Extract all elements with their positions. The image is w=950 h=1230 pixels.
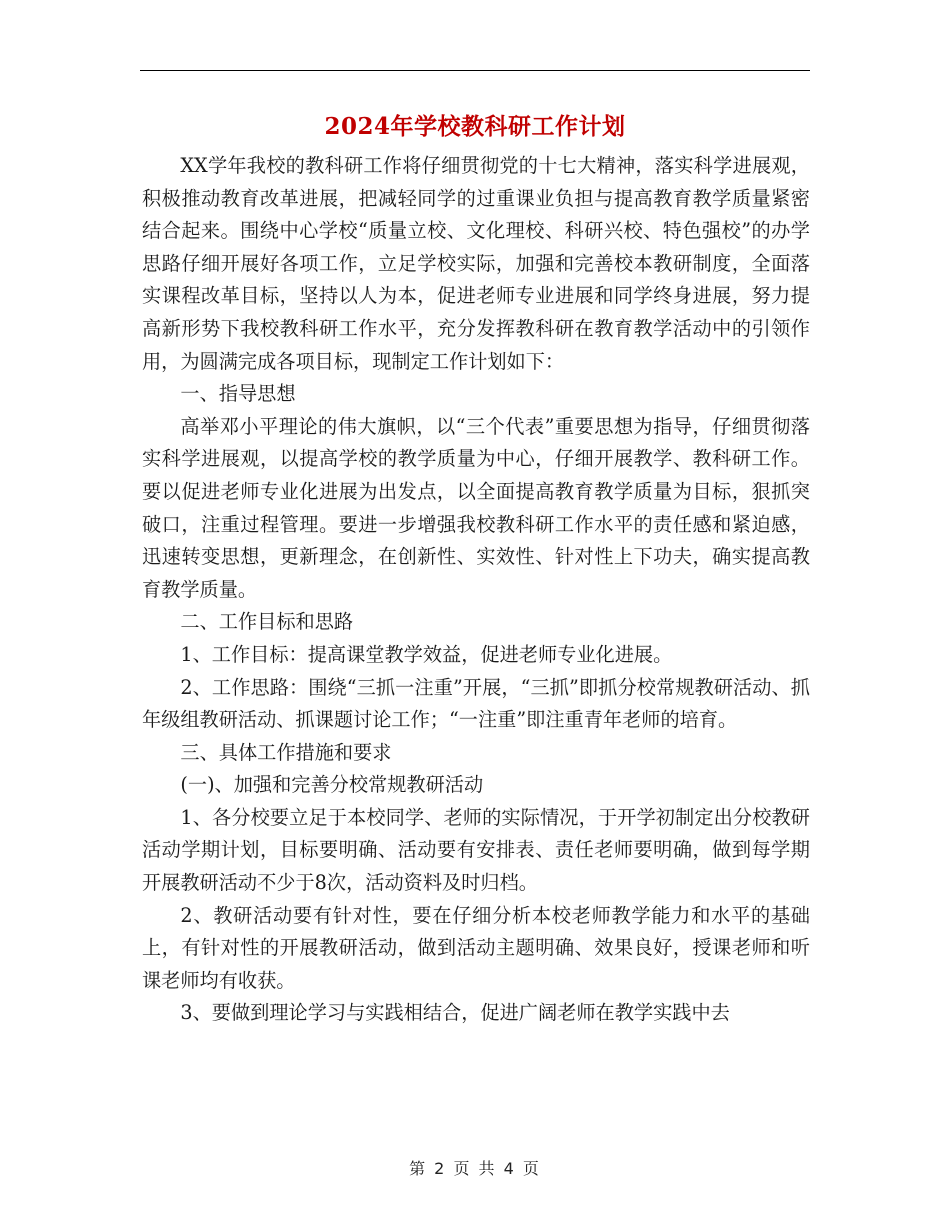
section-heading-measures: 三、具体工作措施和要求 [180,740,392,764]
subsection-heading-1: (一)、加强和完善分校常规教研活动 [180,773,484,797]
paragraph-goal-1: 1、工作目标：提高课堂教学效益，促进老师专业化进展。 [180,642,673,666]
section-heading-goals: 二、工作目标和思路 [180,610,354,634]
page-footer: 第 2 页 共 4 页 [409,1159,541,1178]
paragraph-intro: XX学年我校的教科研工作将仔细贯彻党的十七大精神，落实科学进展观，积极推动教育改革进展，把减轻同学的过重课业负担与提高教育教学质量紧密结合起来。围绕中心学校“质量立校、文化理校、科研兴校、特色强校”的办学思路仔细开展好各项工作，立足学校实际，加强和完善校本教研制度，全面落实课程改革目标，坚持以人为本，促进老师专业进展和同学终身进展，努力提高新形势下我校教科研工作水平，充分发挥教科研在教育教学活动中的引领作用，为圆满完成各项目标，现制定工作计划如下： [142,154,810,373]
paragraph-goal-2: 2、工作思路：围绕“三抓一注重”开展，“三抓”即抓分校常规教研活动、抓年级组教研活动、抓课题讨论工作；“一注重”即注重青年老师的培育。 [142,675,810,732]
header-rule [140,70,810,71]
section-heading-guiding-ideology: 一、指导思想 [180,382,296,406]
paragraph-measure-3: 3、要做到理论学习与实践相结合，促进广阔老师在教学实践中去 [180,1001,730,1025]
paragraph-measure-1: 1、各分校要立足于本校同学、老师的实际情况，于开学初制定出分校教研活动学期计划，目标要明确、活动要有安排表、责任老师要明确，做到每学期开展教研活动不少于8次，活动资料及时归档。 [142,805,810,895]
paragraph-measure-2: 2、教研活动要有针对性，要在仔细分析本校老师教学能力和水平的基础上，有针对性的开展教研活动，做到活动主题明确、效果良好，授课老师和听课老师均有收获。 [142,903,810,992]
document-body [142,150,810,1030]
paragraph-guiding-ideology: 高举邓小平理论的伟大旗帜，以“三个代表”重要思想为指导，仔细贯彻落实科学进展观，以提高学校的教学质量为中心，仔细开展教学、教科研工作。要以促进老师专业化进展为出发点，以全面提高教育教学质量为目标，狠抓突破口，注重过程管理。要进一步增强我校教科研工作水平的责任感和紧迫感，迅速转变思想，更新理念，在创新性、实效性、针对性上下功夫，确实提高教育教学质量。 [142,414,810,601]
document-title: 2024年学校教科研工作计划 [324,113,626,140]
